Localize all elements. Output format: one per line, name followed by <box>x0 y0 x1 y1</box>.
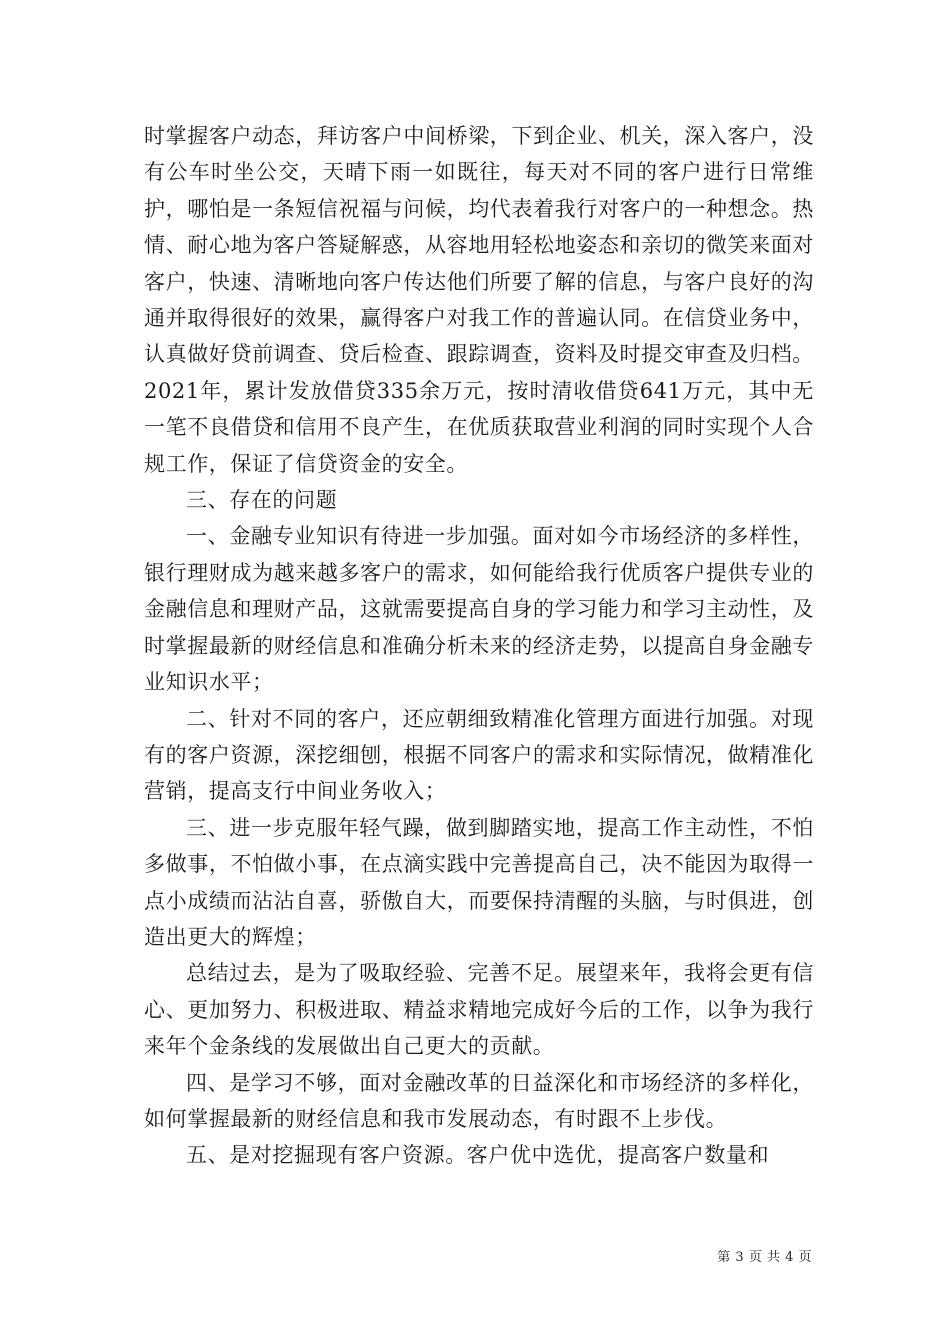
document-body <box>144 118 814 1174</box>
paragraph-problem-four: 四、是学习不够，面对金融改革的日益深化和市场经济的多样化，如何掌握最新的财经信息和我市发展动态，有时跟不上步伐。 <box>144 1070 814 1131</box>
paragraph-problem-one: 一、金融专业知识有待进一步加强。面对如今市场经济的多样性，银行理财成为越来越多客户的需求，如何能给我行优质客户提供专业的金融信息和理财产品，这就需要提高自身的学习能力和学习主动性，及时掌握最新的财经信息和准确分析未来的经济走势，以提高自身金融专业知识水平； <box>144 524 814 695</box>
section-heading-existing-problems: 三、存在的问题 <box>186 488 338 513</box>
page-number-footer: 第 3 页 共 4 页 <box>717 1250 812 1265</box>
paragraph-customer-service: 时掌握客户动态，拜访客户中间桥梁，下到企业、机关，深入客户，没有公车时坐公交，天晴下雨一如既往，每天对不同的客户进行日常维护，哪怕是一条短信祝福与问候，均代表着我行对客户的一种想念。热情、耐心地为客户答疑解惑，从容地用轻松地姿态和亲切的微笑来面对客户，快速、清晰地向客户传达他们所要了解的信息，与客户良好的沟通并取得很好的效果，赢得客户对我工作的普遍认同。在信贷业务中，认真做好贷前调查、贷后检查、跟踪调查，资料及时提交审查及归档。2021年，累计发放借贷335余万元，按时清收借贷641万元，其中无一笔不良借贷和信用不良产生，在优质获取营业利润的同时实现个人合规工作，保证了信贷资金的安全。 <box>144 124 814 476</box>
paragraph-problem-two: 二、针对不同的客户，还应朝细致精准化管理方面进行加强。对现有的客户资源，深挖细刨，根据不同客户的需求和实际情况，做精准化营销，提高支行中间业务收入； <box>144 706 814 804</box>
paragraph-problem-three: 三、进一步克服年轻气躁，做到脚踏实地，提高工作主动性，不怕多做事，不怕做小事，在点滴实践中完善提高自己，决不能因为取得一点小成绩而沾沾自喜，骄傲自大，而要保持清醒的头脑，与时俱进，创造出更大的辉煌； <box>144 815 814 949</box>
paragraph-problem-five: 五、是对挖掘现有客户资源。客户优中选优，提高客户数量和 <box>186 1143 770 1168</box>
paragraph-summary: 总结过去，是为了吸取经验、完善不足。展望来年，我将会更有信心、更加努力、积极进取、精益求精地完成好今后的工作，以争为我行来年个金条线的发展做出自己更大的贡献。 <box>144 961 814 1059</box>
